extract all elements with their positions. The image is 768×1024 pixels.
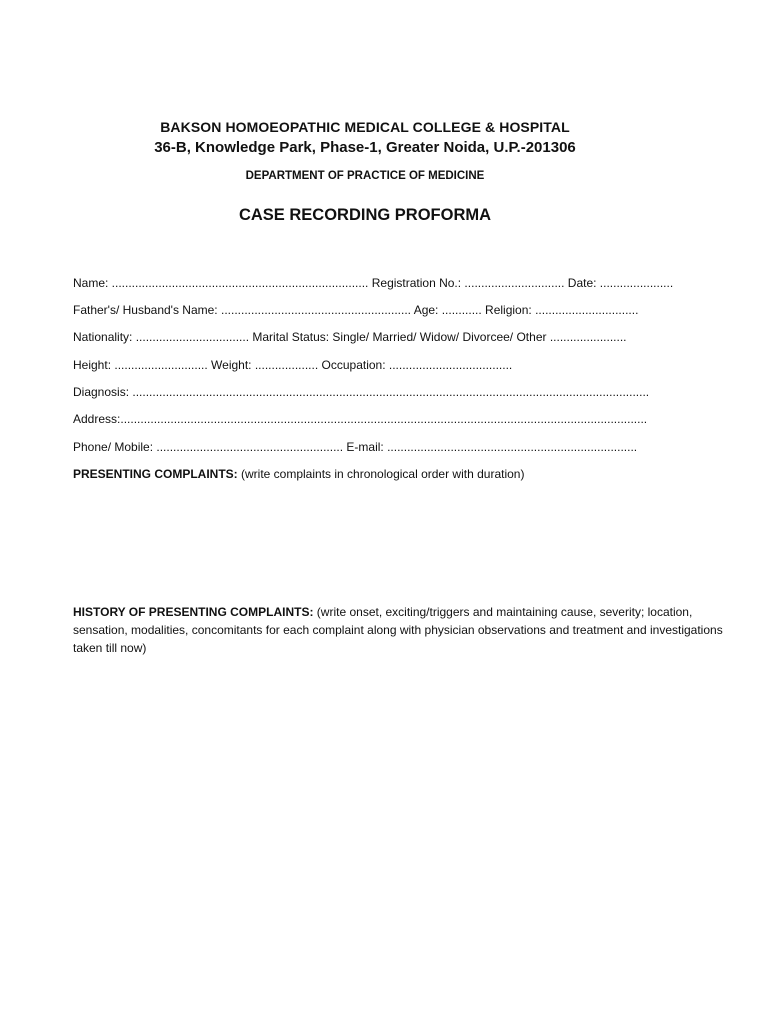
department-name: DEPARTMENT OF PRACTICE OF MEDICINE — [245, 170, 485, 182]
presenting-complaints-instruction: (write complaints in chronological order with duration) — [237, 467, 525, 481]
institution-name: BAKSON HOMOEOPATHIC MEDICAL COLLEGE & HOSPITAL — [160, 119, 570, 135]
presenting-complaints-section — [73, 467, 679, 482]
history-instruction: (write onset, exciting/triggers and maintaining cause, severity; location, sensation, modalities, concomitants for each complaint along with physician observations and treatment and investigations taken till now) — [73, 605, 723, 655]
name-registration-date-line: Name: ............................................................................. Registration No.: .............................. Date: ...................... — [73, 276, 674, 290]
diagnosis-line: Diagnosis: ........................................................................................................................................................... — [73, 385, 650, 399]
presenting-complaints-heading: PRESENTING COMPLAINTS: — [73, 467, 238, 481]
institution-address: 36-B, Knowledge Park, Phase-1, Greater Noida, U.P.-201306 — [154, 139, 576, 156]
address-line: Address:.............................................................................................................................................................. — [73, 412, 648, 426]
phone-email-line: Phone/ Mobile: ........................................................ E-mail: ........................................................................... — [73, 440, 638, 454]
nationality-marital-status-line: Nationality: .................................. Marital Status: Single/ Married/ Widow/ Divorcee/ Other ....................... — [73, 330, 627, 344]
history-heading: HISTORY OF PRESENTING COMPLAINTS: — [73, 605, 314, 619]
form-title: CASE RECORDING PROFORMA — [238, 206, 492, 224]
history-section — [73, 603, 733, 657]
height-weight-occupation-line: Height: ............................ Weight: ................... Occupation: ..................................... — [73, 358, 513, 372]
father-husband-age-religion-line: Father's/ Husband's Name: ......................................................... Age: ............ Religion: ............................... — [73, 303, 639, 317]
